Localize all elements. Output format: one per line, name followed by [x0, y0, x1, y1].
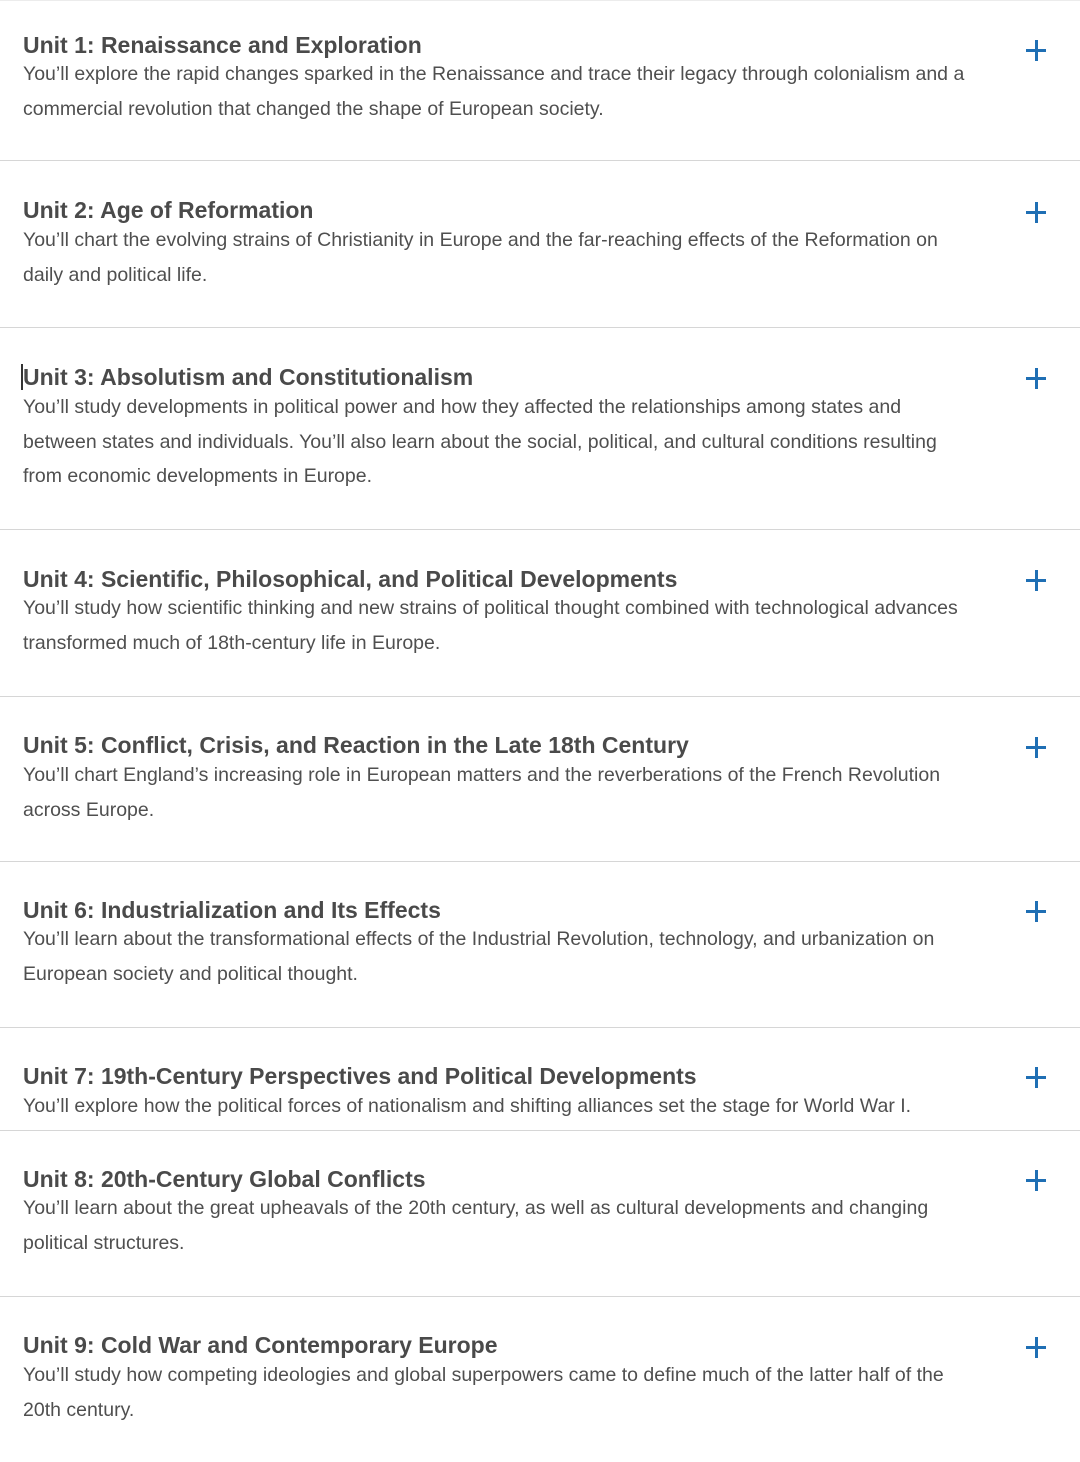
unit-title[interactable]: Unit 2: Age of Reformation: [23, 197, 314, 223]
unit-title[interactable]: Unit 6: Industrialization and Its Effects: [23, 897, 441, 923]
unit-title[interactable]: Unit 8: 20th-Century Global Conflicts: [23, 1166, 426, 1192]
plus-icon[interactable]: [1022, 734, 1050, 762]
unit-accordion-item[interactable]: [0, 1297, 1080, 1462]
unit-description: You’ll explore the rapid changes sparked in the Renaissance and trace their legacy through colonialism and a commercial revolution that changed the shape of European society.: [23, 63, 965, 120]
unit-accordion-item[interactable]: [0, 530, 1080, 697]
unit-title[interactable]: Unit 4: Scientific, Philosophical, and Political Developments: [23, 566, 678, 592]
unit-description: You’ll study how competing ideologies and global superpowers came to define much of the latter half of the 20th century.: [23, 1364, 944, 1421]
plus-icon[interactable]: [1022, 898, 1050, 926]
unit-title[interactable]: Unit 1: Renaissance and Exploration: [23, 32, 422, 58]
plus-icon[interactable]: [1022, 1064, 1050, 1092]
unit-description: You’ll learn about the great upheavals of the 20th century, as well as cultural developments and changing political structures.: [23, 1197, 929, 1254]
unit-description: You’ll learn about the transformational effects of the Industrial Revolution, technology, and urbanization on European society and political thought.: [23, 928, 935, 985]
plus-icon[interactable]: [1022, 567, 1050, 595]
unit-description: You’ll study how scientific thinking and new strains of political thought combined with technological advances transformed much of 18th-century life in Europe.: [23, 597, 958, 654]
unit-accordion-item[interactable]: [0, 161, 1080, 328]
plus-icon[interactable]: [1022, 1167, 1050, 1195]
unit-title[interactable]: Unit 3: Absolutism and Constitutionalism: [23, 364, 474, 390]
unit-title[interactable]: Unit 5: Conflict, Crisis, and Reaction in the Late 18th Century: [23, 732, 689, 758]
plus-icon[interactable]: [1022, 37, 1050, 65]
unit-description: You’ll chart the evolving strains of Christianity in Europe and the far-reaching effects of the Reformation on daily and political life.: [23, 229, 938, 286]
unit-title[interactable]: Unit 7: 19th-Century Perspectives and Political Developments: [23, 1063, 697, 1089]
unit-description: You’ll study developments in political power and how they affected the relationships among states and between states and individuals. You’ll also learn about the social, political, and cultural conditions resulting from economic developments in Europe.: [23, 396, 937, 487]
unit-accordion-item[interactable]: [0, 1131, 1080, 1297]
unit-accordion-item[interactable]: [0, 0, 1080, 161]
unit-accordion-item[interactable]: [0, 1028, 1080, 1131]
unit-accordion-item[interactable]: [0, 697, 1080, 862]
plus-icon[interactable]: [1022, 1334, 1050, 1362]
unit-accordion-item[interactable]: [0, 328, 1080, 530]
unit-accordion-item[interactable]: [0, 862, 1080, 1028]
unit-title[interactable]: Unit 9: Cold War and Contemporary Europe: [23, 1332, 498, 1358]
unit-description: You’ll explore how the political forces of nationalism and shifting alliances set the stage for World War I.: [23, 1095, 912, 1117]
plus-icon[interactable]: [1022, 365, 1050, 393]
unit-description: You’ll chart England’s increasing role in European matters and the reverberations of the French Revolution across Europe.: [23, 764, 941, 821]
plus-icon[interactable]: [1022, 199, 1050, 227]
